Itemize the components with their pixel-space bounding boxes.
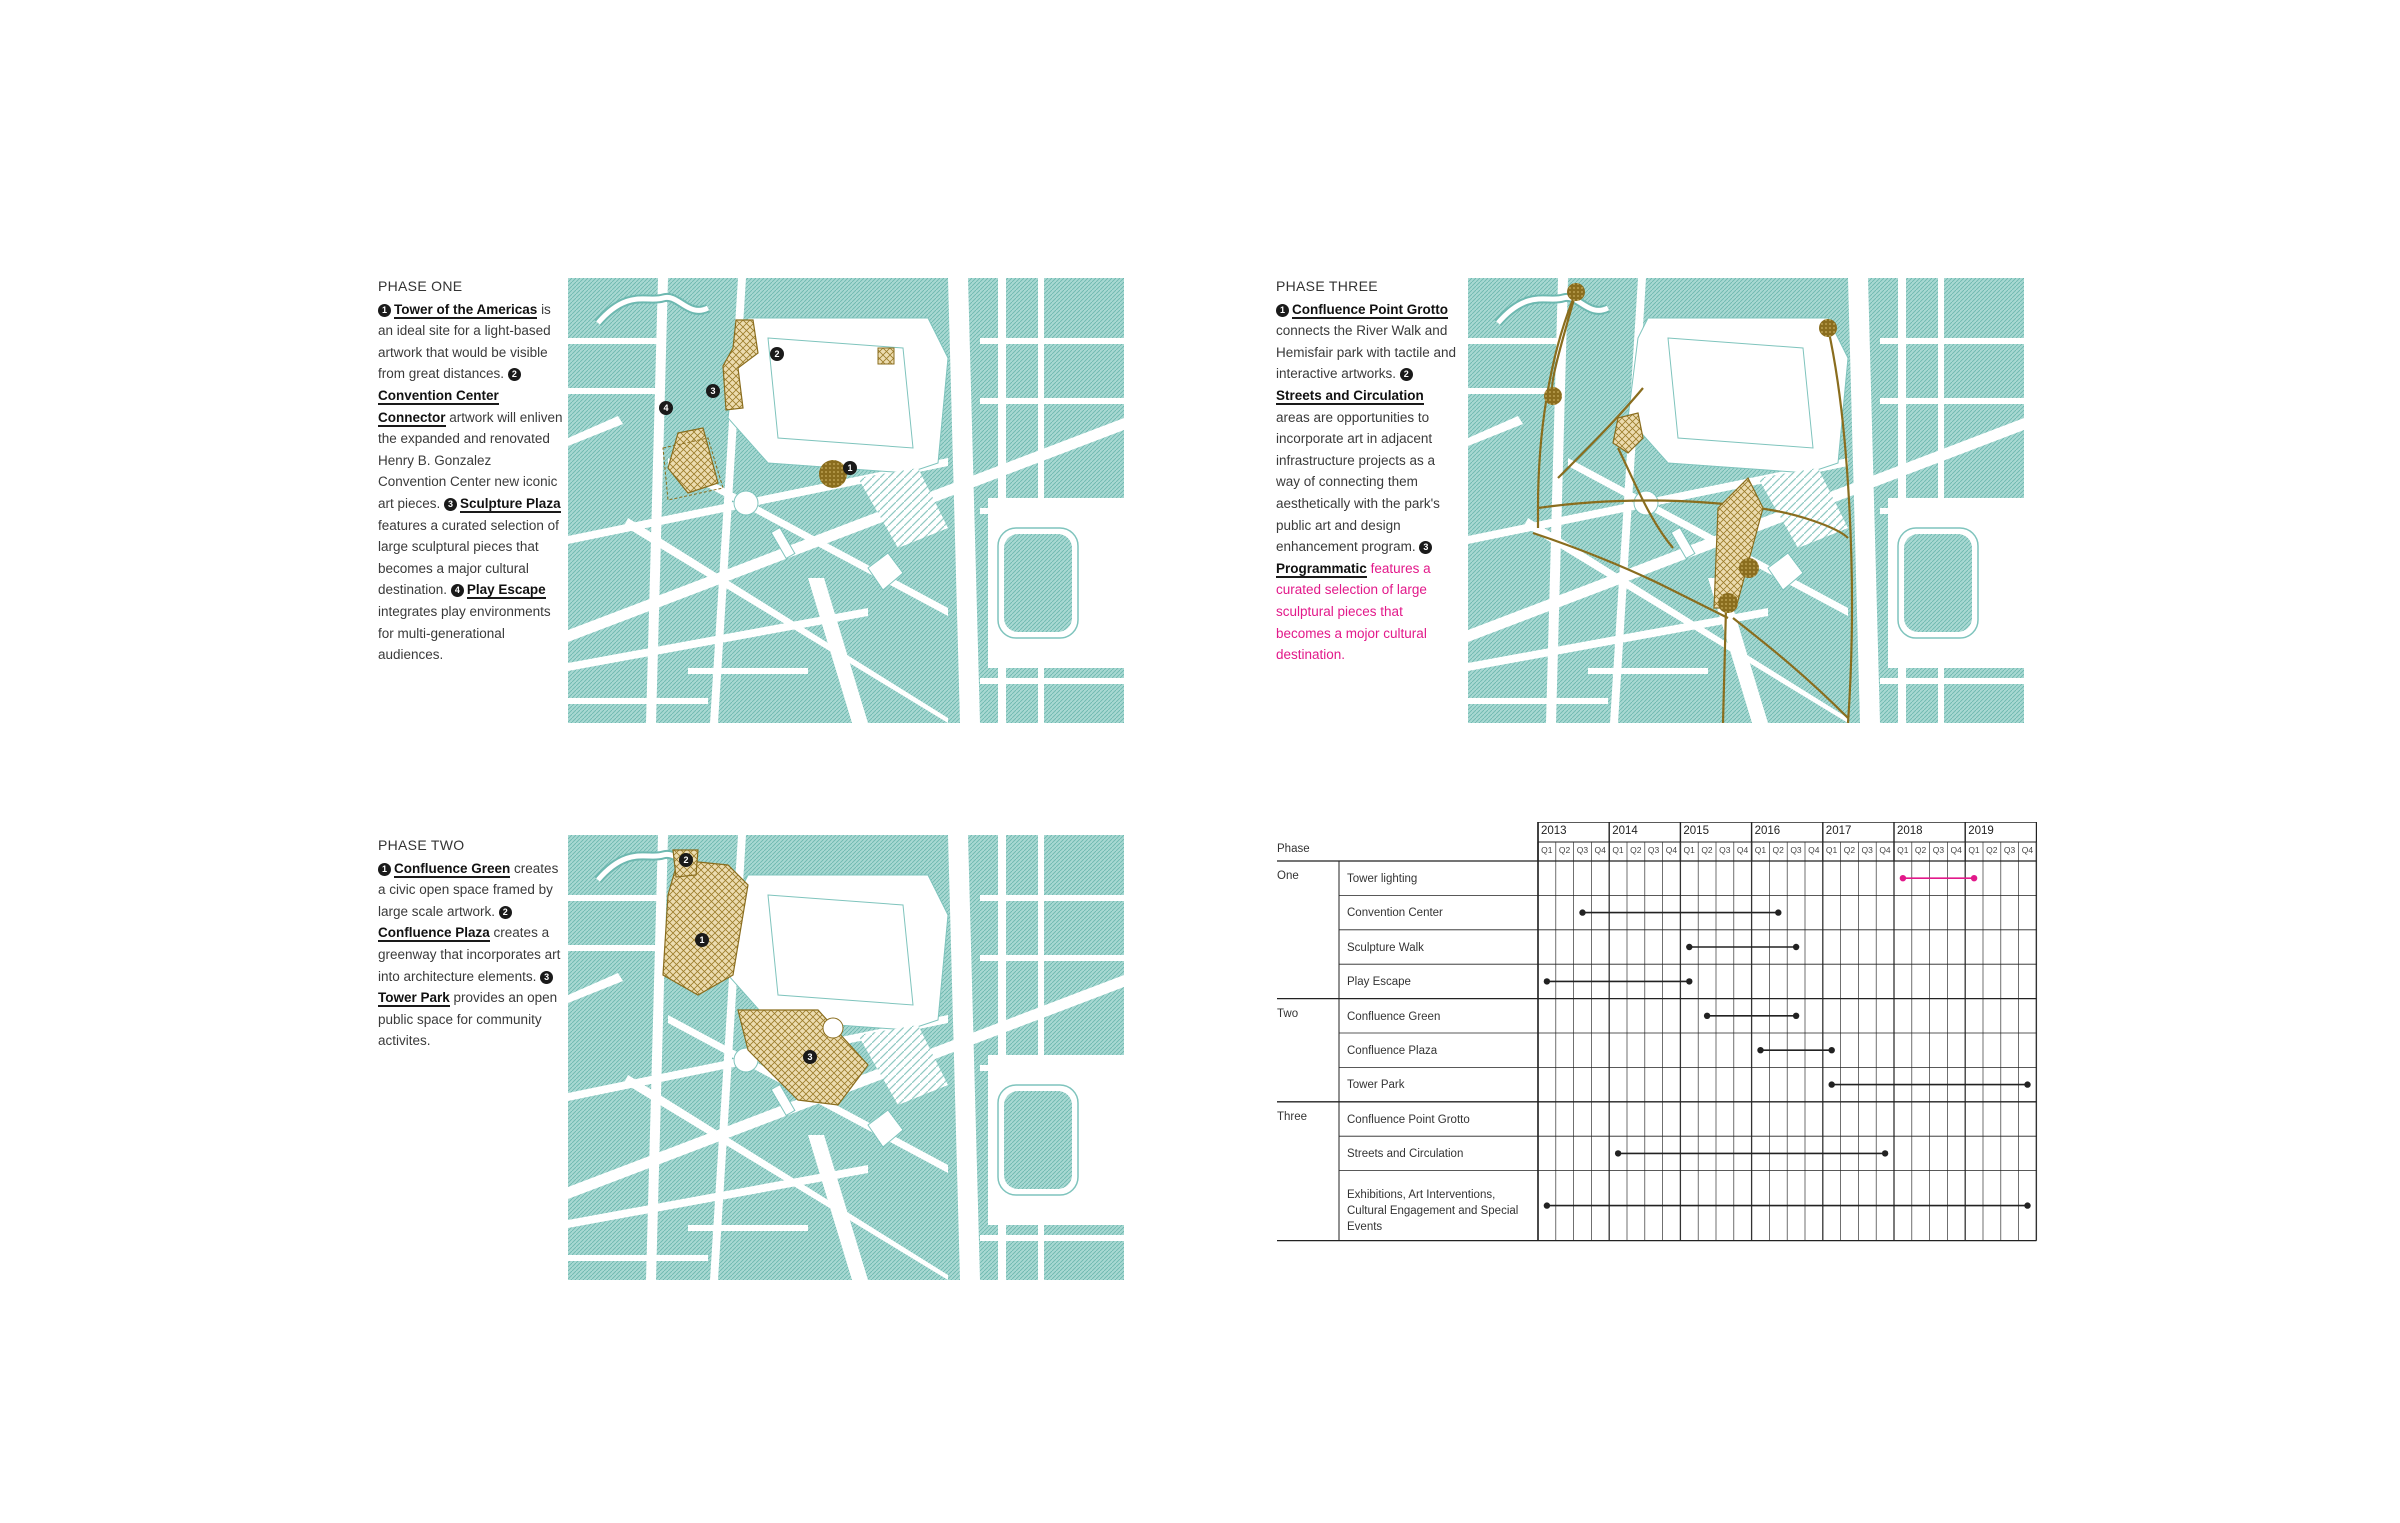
item-title: Sculpture Plaza [460,495,561,511]
node-marker [1544,387,1562,405]
task-end-dot [1793,944,1799,950]
quarter-label: Q4 [1950,845,1962,855]
item-title: Convention Center Connector [378,387,499,425]
node-marker [1739,558,1759,578]
phase-two-body [378,858,563,1052]
quarter-label: Q3 [1576,845,1589,855]
phase-name: Three [1277,1110,1308,1123]
phase-three-map [1468,278,2024,723]
item-title: Confluence Point Grotto [1292,301,1448,317]
quarter-label: Q1 [1683,845,1695,855]
task-start-dot [1615,1150,1621,1156]
phase-one-text [378,276,563,666]
phase-three-body [1276,299,1461,666]
year-label: 2018 [1897,825,1923,837]
item-body-highlight: features a curated selection of large sculptural pieces that becomes a mojor cultural destination. [1276,560,1431,663]
item-title: Confluence Plaza [378,925,490,941]
item-body: features a curated selection of large sculptural pieces that becomes a major cultural destination. [378,517,559,598]
task-end-dot [2024,1081,2030,1087]
task-label: Exhibitions, Art Interventions, Cultural Engagement and Special Events [1347,1188,1519,1233]
quarter-label: Q4 [1665,845,1678,855]
item-body: areas are opportunities to incorporate art in adjacent infrastructure projects as a way of connecting them aesthetically with the park's public art and design enhancement program. [1276,409,1440,555]
year-label: 2014 [1612,825,1638,837]
phase-two-text [378,835,563,1052]
item-body: connects the River Walk and Hemisfair park with tactile and interactive artworks. [1276,323,1457,382]
quarter-label: Q4 [2021,845,2034,855]
year-label: 2013 [1541,825,1567,837]
phase-one-title: PHASE ONE [378,278,463,294]
task-label: Confluence Plaza [1347,1045,1438,1057]
task-end-dot [1793,1013,1799,1019]
task-label: Tower Park [1347,1079,1405,1092]
phase-one-body [378,299,563,666]
task-start-dot [1900,875,1906,881]
task-start-dot [1704,1013,1710,1019]
task-start-dot [1579,909,1585,915]
quarter-label: Q1 [1612,845,1624,855]
task-start-dot [1829,1081,1835,1087]
item-title: Play Escape [466,582,546,598]
item-title: Tower Park [378,990,450,1006]
svg-text:4: 4 [663,403,669,413]
item-number: 2 [1400,368,1413,381]
quarter-label: Q1 [1825,845,1838,855]
item-body: is an ideal site for a light-based artwork that would be visible from great distances. [378,301,551,382]
phase-two-map [568,835,1124,1280]
quarter-label: Q2 [1772,845,1784,855]
quarter-label: Q4 [1879,845,1891,855]
item-body: integrates play environments for multi-generational audiences. [378,603,551,663]
quarter-label: Q1 [1754,845,1767,855]
quarter-label: Q3 [1932,845,1945,855]
task-end-dot [1829,1047,1835,1053]
item-number: 1 [378,304,391,317]
item-title: Tower of the Americas [394,301,538,317]
task-label: Confluence Green [1347,1010,1441,1023]
phase-name: Two [1277,1007,1299,1020]
svg-text:3: 3 [807,1052,813,1062]
item-title: Programmatic [1276,560,1367,576]
year-label: 2017 [1825,825,1852,837]
item-number: 3 [540,971,553,984]
item-number: 1 [378,863,391,876]
phase-three-title: PHASE THREE [1276,278,1378,294]
quarter-label: Q1 [1897,845,1909,855]
quarter-label: Q4 [1808,845,1820,855]
item-body: creates a greenway that incorporates art into architecture elements. [378,925,561,984]
task-label: Streets and Circulation [1347,1148,1464,1161]
year-label: 2019 [1968,825,1994,837]
item-title: Streets and Circulation [1276,387,1424,403]
item-number: 3 [444,498,457,511]
phase-two-title: PHASE TWO [378,837,465,853]
item-body: artwork will enliven the expanded and renovated Henry B. Gonzalez Convention Center new iconic art pieces. [378,409,563,511]
svg-text:2: 2 [683,855,689,865]
quarter-label: Q3 [1647,845,1660,855]
task-start-dot [1544,1202,1550,1208]
quarter-label: Q3 [1861,845,1873,855]
task-start-dot [1757,1047,1763,1053]
task-label: Play Escape [1347,976,1411,989]
quarter-label: Q2 [1986,845,1998,855]
phase-one-map [568,278,1124,723]
task-label: Confluence Point Grotto [1347,1113,1470,1126]
schedule-gantt [1277,822,2047,1272]
item-body: provides an open public space for community activites. [378,990,558,1049]
task-label: Tower lighting [1347,873,1418,885]
item-body: creates a civic open space framed by large scale artwork. [378,860,559,919]
year-label: 2015 [1683,825,1709,837]
task-start-dot [1544,978,1550,984]
year-label: 2016 [1754,825,1781,837]
item-number: 3 [1419,541,1432,554]
task-end-dot [1882,1150,1888,1156]
quarter-label: Q3 [2003,845,2016,855]
quarter-label: Q4 [1736,845,1749,855]
quarter-label: Q1 [1541,845,1553,855]
task-start-dot [1686,944,1692,950]
svg-text:2: 2 [774,349,780,359]
node-marker [1819,319,1837,337]
item-number: 2 [508,368,521,381]
svg-text:1: 1 [847,463,853,473]
quarter-label: Q2 [1630,845,1642,855]
phase-three-text [1276,276,1461,666]
phase-name: One [1277,870,1299,882]
quarter-label: Q2 [1843,845,1856,855]
quarter-label: Q3 [1719,845,1731,855]
quarter-label: Q2 [1558,845,1571,855]
item-number: 1 [1276,304,1289,317]
svg-text:3: 3 [710,386,716,396]
quarter-label: Q4 [1594,845,1606,855]
task-label: Convention Center [1347,907,1443,920]
item-title: Confluence Green [394,860,511,876]
task-end-dot [1686,978,1692,984]
quarter-label: Q1 [1968,845,1980,855]
quarter-label: Q3 [1790,845,1802,855]
quarter-label: Q2 [1914,845,1927,855]
item-number: 4 [451,584,464,597]
item-number: 2 [499,906,512,919]
node-marker [1718,593,1738,613]
task-end-dot [1971,875,1977,881]
tower-of-americas-marker [819,460,847,488]
node-marker [1567,283,1585,301]
task-end-dot [1775,909,1781,915]
svg-text:1: 1 [699,935,705,945]
task-label: Sculpture Walk [1347,941,1424,954]
task-end-dot [2024,1202,2030,1208]
phase-column-header: Phase [1277,843,1310,855]
quarter-label: Q2 [1701,845,1713,855]
